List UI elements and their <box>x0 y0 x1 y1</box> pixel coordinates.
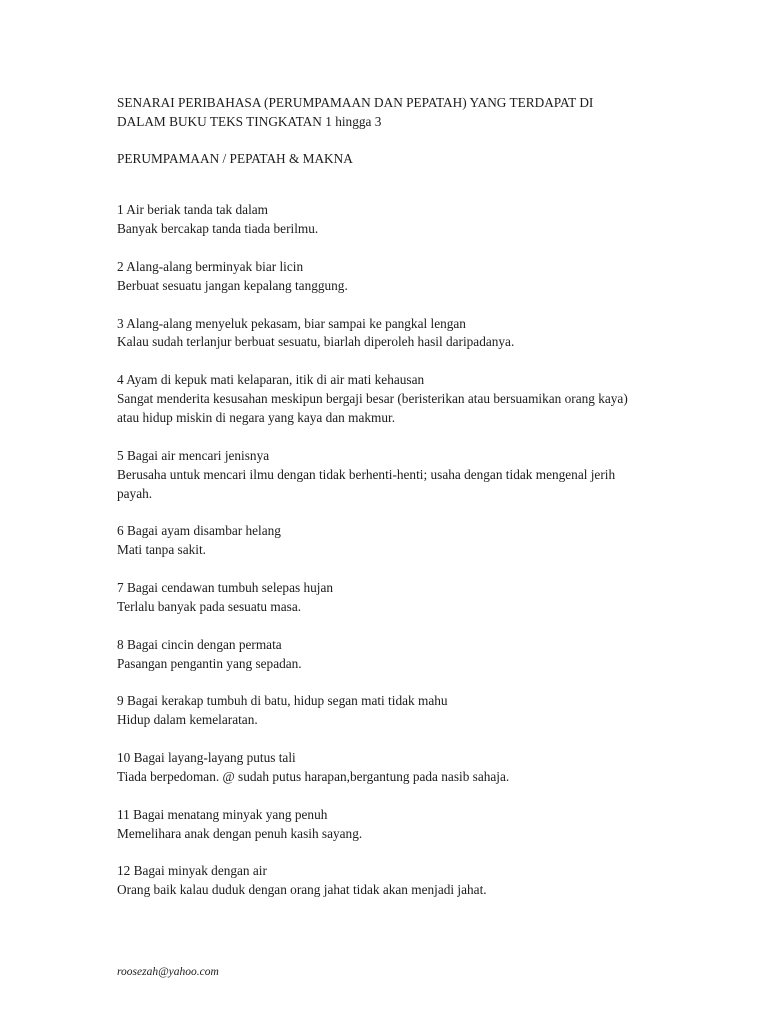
proverb-number: 10 <box>117 750 131 765</box>
proverb-meaning: Banyak bercakap tanda tiada berilmu. <box>117 221 319 237</box>
proverb-text: Bagai ayam disambar helang <box>126 523 281 539</box>
proverb-text: Bagai layang-layang putus tali <box>133 750 296 765</box>
proverb-meaning: Kalau sudah terlanjur berbuat sesuatu, biarlah diperoleh hasil daripadanya. <box>117 334 515 350</box>
proverb-text: Alang-alang berminyak biar licin <box>126 258 304 274</box>
proverb-line <box>117 201 717 220</box>
section-heading: PERUMPAMAAN / PEPATAH & MAKNA <box>117 151 353 167</box>
proverb-entry <box>117 636 717 674</box>
proverb-entry <box>117 862 717 900</box>
document-body <box>117 94 717 919</box>
proverb-meaning: Memelihara anak dengan penuh kasih sayang. <box>117 825 363 841</box>
document-title <box>117 94 717 132</box>
proverb-number: 11 <box>117 806 130 822</box>
proverb-line <box>117 749 717 768</box>
proverb-meaning: Sangat menderita kesusahan meskipun bergaji besar (beristerikan atau bersuamikan orang kaya) <box>117 391 628 407</box>
proverb-number: 9 <box>117 693 124 709</box>
proverb-line <box>117 522 717 541</box>
proverb-number: 1 <box>117 202 124 218</box>
proverb-meaning: Berbuat sesuatu jangan kepalang tanggung. <box>117 277 348 293</box>
proverb-meaning-continued: atau hidup miskin di negara yang kaya dan makmur. <box>117 409 396 425</box>
title-line-2: DALAM BUKU TEKS TINGKATAN 1 hingga 3 <box>117 113 382 129</box>
title-line-1: SENARAI PERIBAHASA (PERUMPAMAAN DAN PEPATAH) YANG TERDAPAT DI <box>117 95 594 110</box>
proverb-meaning: Berusaha untuk mencari ilmu dengan tidak berhenti-henti; usaha dengan tidak mengenal jerih <box>117 466 616 482</box>
proverb-text: Bagai cendawan tumbuh selepas hujan <box>126 579 334 595</box>
proverb-entry <box>117 201 717 239</box>
proverb-meaning: Tiada berpedoman. @ sudah putus harapan,bergantung pada nasib sahaja. <box>117 768 510 784</box>
proverb-number: 5 <box>117 447 124 463</box>
proverb-text: Bagai cincin dengan permata <box>126 636 282 652</box>
proverb-line <box>117 371 717 390</box>
footer-email: roosezah@yahoo.com <box>117 966 219 978</box>
proverb-line <box>117 447 717 466</box>
proverb-line <box>117 315 717 334</box>
proverb-number: 12 <box>117 863 131 879</box>
proverb-entry <box>117 522 717 560</box>
proverb-text: Bagai minyak dengan air <box>133 863 267 879</box>
proverb-text: Air beriak tanda tak dalam <box>126 202 269 218</box>
proverb-entry <box>117 258 717 296</box>
proverb-text: Alang-alang menyeluk pekasam, biar sampai ke pangkal lengan <box>126 315 466 331</box>
proverb-meaning-continued: payah. <box>117 485 153 501</box>
proverb-number: 8 <box>117 636 124 652</box>
proverb-text: Bagai air mencari jenisnya <box>126 447 270 463</box>
proverb-line <box>117 636 717 655</box>
proverb-number: 4 <box>117 372 124 388</box>
proverb-line <box>117 579 717 598</box>
proverb-entry <box>117 749 717 787</box>
proverb-meaning: Pasangan pengantin yang sepadan. <box>117 655 302 671</box>
proverb-line <box>117 692 717 711</box>
proverb-line <box>117 806 717 825</box>
proverb-text: Bagai kerakap tumbuh di batu, hidup segan mati tidak mahu <box>126 693 448 709</box>
proverb-number: 6 <box>117 523 124 539</box>
proverb-meaning: Terlalu banyak pada sesuatu masa. <box>117 598 302 614</box>
proverb-number: 2 <box>117 258 124 274</box>
proverb-text: Bagai menatang minyak yang penuh <box>133 806 328 822</box>
proverb-entry <box>117 447 717 504</box>
proverb-entry <box>117 371 717 428</box>
proverb-meaning: Hidup dalam kemelaratan. <box>117 712 258 728</box>
proverb-number: 7 <box>117 579 124 595</box>
proverb-entry <box>117 579 717 617</box>
proverb-meaning: Mati tanpa sakit. <box>117 542 206 558</box>
proverb-list <box>117 201 717 900</box>
proverb-line <box>117 862 717 881</box>
proverb-meaning: Orang baik kalau duduk dengan orang jahat tidak akan menjadi jahat. <box>117 882 487 898</box>
proverb-entry <box>117 315 717 353</box>
proverb-line <box>117 258 717 277</box>
proverb-entry <box>117 806 717 844</box>
proverb-text: Ayam di kepuk mati kelaparan, itik di air mati kehausan <box>126 372 425 388</box>
proverb-entry <box>117 692 717 730</box>
proverb-number: 3 <box>117 315 124 331</box>
